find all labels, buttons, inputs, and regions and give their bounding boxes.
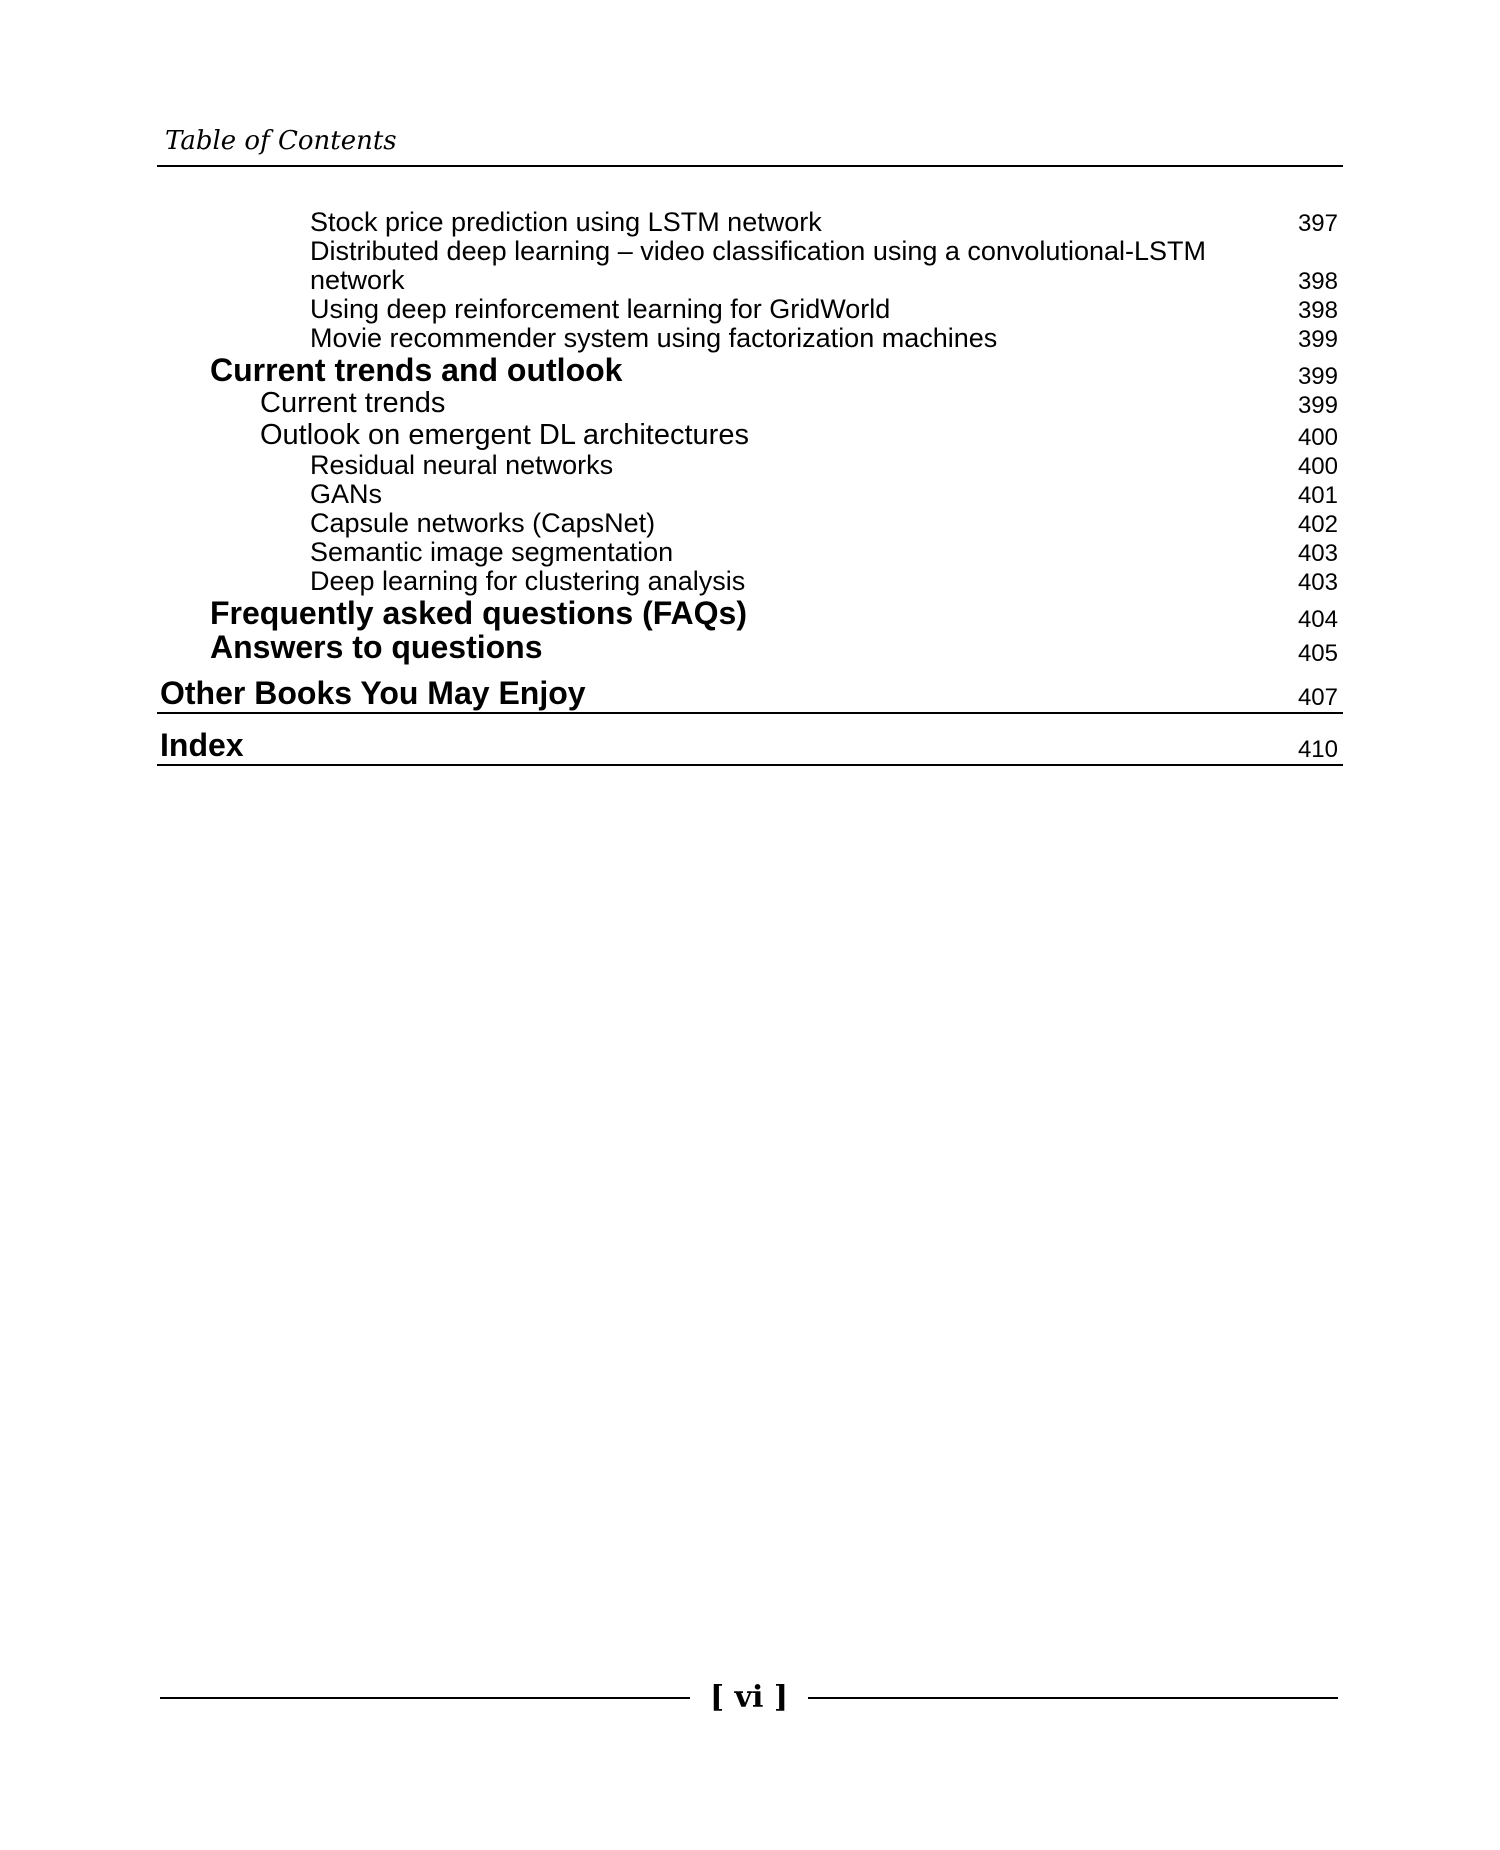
toc-entry-outlook-emergent-dl[interactable] [157,419,1343,451]
toc-entry-page-number: 405 [1297,640,1338,667]
toc-entry-title: Outlook on emergent DL architectures [260,419,749,451]
toc-entry-title: Stock price prediction using LSTM network [310,207,822,237]
toc-entry-deep-learning-clustering[interactable] [157,567,1343,596]
toc-entry-title: Index [160,727,244,763]
toc-entry-title: Semantic image segmentation [310,537,674,567]
toc-entry-title: Current trends [260,387,446,419]
toc-entry-page-number: 400 [1297,453,1338,480]
table-of-contents [157,208,1343,766]
toc-entry-semantic-image-segmentation[interactable] [157,538,1343,567]
toc-entry-gans[interactable] [157,480,1343,509]
page-number: [ vi ] [709,1680,789,1715]
toc-entry-page-number: 403 [1297,540,1338,567]
toc-entry-current-trends-and-outlook[interactable] [157,352,1343,390]
toc-entry-index[interactable] [157,726,1343,766]
toc-entry-page-number: 399 [1297,363,1338,390]
toc-entry-page-number: 410 [1297,736,1338,763]
toc-entry-page-number: 397 [1297,210,1338,237]
header-rule [157,165,1343,167]
toc-entry-title: Using deep reinforcement learning for GridWorld [310,294,891,324]
toc-entry-title: Residual neural networks [310,450,614,480]
toc-entry-stock-price-prediction[interactable] [157,208,1343,237]
toc-entry-faqs[interactable] [157,595,1343,633]
toc-entry-current-trends[interactable] [157,387,1343,419]
toc-entry-deep-reinforcement-learning[interactable] [157,295,1343,324]
toc-entry-title: Current trends and outlook [210,352,623,388]
toc-entry-page-number: 398 [1297,268,1338,295]
toc-entry-movie-recommender[interactable] [157,324,1343,353]
toc-entry-page-number: 399 [1297,392,1338,419]
toc-entry-capsule-networks[interactable] [157,509,1343,538]
toc-entry-page-number: 399 [1297,326,1338,353]
toc-entry-title: Frequently asked questions (FAQs) [210,595,747,631]
toc-entry-title: Answers to questions [210,629,543,665]
toc-entry-page-number: 407 [1297,684,1338,711]
toc-entry-page-number: 400 [1297,424,1338,451]
toc-entry-page-number: 403 [1297,569,1338,596]
toc-entry-answers-to-questions[interactable] [157,629,1343,667]
page-footer [160,1680,1338,1720]
toc-entry-title: Capsule networks (CapsNet) [310,508,656,538]
toc-entry-title: Deep learning for clustering analysis [310,566,746,596]
toc-entry-title: Other Books You May Enjoy [160,675,586,711]
running-head: Table of Contents [165,126,397,156]
toc-entry-page-number: 398 [1297,297,1338,324]
toc-entry-residual-neural-networks[interactable] [157,451,1343,480]
toc-entry-title: Movie recommender system using factorization machines [310,323,998,353]
toc-entry-page-number: 404 [1297,606,1338,633]
toc-entry-distributed-deep-learning[interactable] [157,237,1343,295]
toc-entry-title: Distributed deep learning – video classification using a convolutional-LSTM network [310,236,1206,295]
toc-entry-page-number: 401 [1297,482,1338,509]
footer-rule-right [808,1697,1338,1699]
toc-entry-title: GANs [310,479,383,509]
toc-entry-page-number: 402 [1297,511,1338,538]
toc-entry-other-books[interactable] [157,674,1343,714]
